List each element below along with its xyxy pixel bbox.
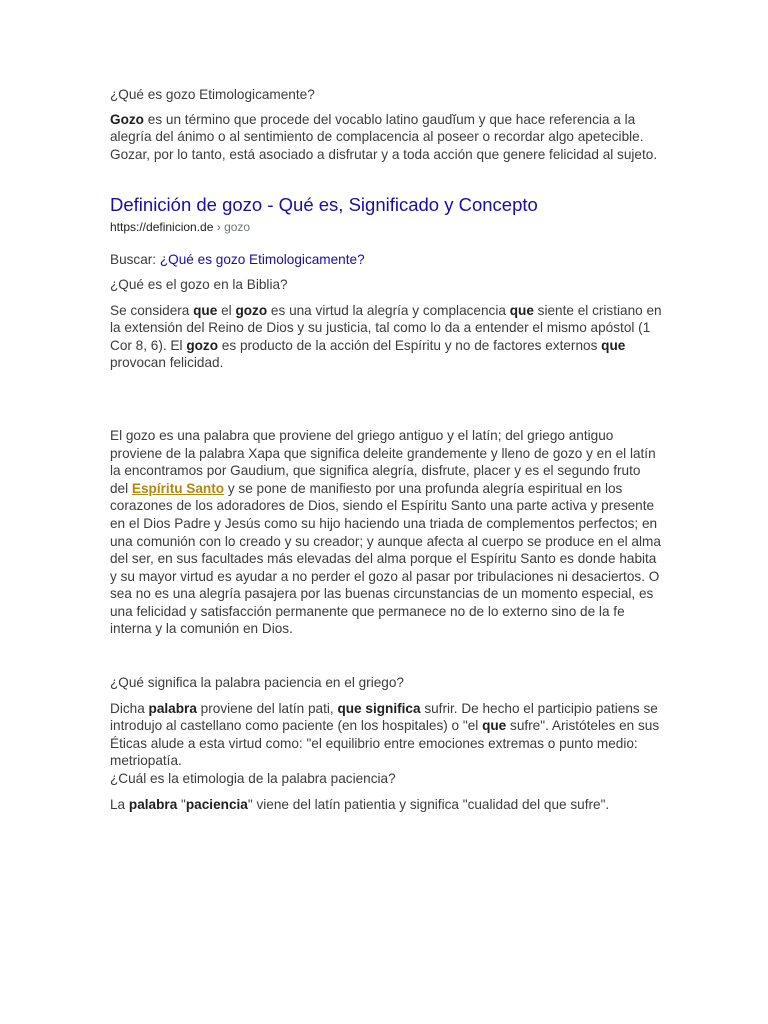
text-segment: sufre". Aristóteles en sus Éticas alude a esta virtud como: "el equilibrio entre emociones extremas o punto medio: metriopatía. <box>110 718 660 769</box>
bold-term: palabra <box>148 700 197 716</box>
answer-text: es un término que procede del vocablo latino gaudĭum y que hace referencia a la alegría del ánimo o al sentimiento de complacencia al poseer o recordar algo apetecible. Gozar, por lo tanto, está asociado a disfrutar y a toda acción que genere felicidad al sujeto. <box>110 111 658 162</box>
search-query-link[interactable]: ¿Qué es gozo Etimologicamente? <box>159 252 365 268</box>
text-segment: Se considera <box>110 302 194 318</box>
text-segment: siente el cristiano en la extensión del Reino de Dios y su justicia, tal como lo da a entender el mismo apóstol (1 Cor 8, 6). El <box>110 302 662 353</box>
search-row <box>110 251 662 269</box>
answer-bold-term: Gozo <box>110 111 144 127</box>
search-result-url <box>110 219 662 235</box>
text-segment: El gozo es una palabra que proviene del griego antiguo y el latín; del griego antiguo proviene de la palabra Xapa que significa deleite grandemente y lleno de gozo y en el latín la encontramos por Gaudium, que significa alegría, disfrute, placer y es el segundo fruto del <box>110 427 656 496</box>
question-etimologia-gozo: ¿Qué es gozo Etimologicamente? <box>110 87 315 102</box>
question-gozo-biblia: ¿Qué es el gozo en la Biblia? <box>110 276 288 292</box>
text-segment: proviene del latín pati, <box>196 700 338 716</box>
result-url-domain: https://definicion.de <box>110 220 214 235</box>
search-label: Buscar: <box>110 252 160 268</box>
bold-term: gozo <box>235 302 268 318</box>
bold-term: que <box>193 302 218 318</box>
text-segment: el <box>217 302 236 318</box>
text-segment: La <box>110 796 129 812</box>
text-segment: Dicha <box>110 700 149 716</box>
paragraph-gozo-origen <box>110 427 662 638</box>
bold-term: que <box>482 718 507 734</box>
question-etimologia-paciencia: ¿Cuál es la etimologia de la palabra paciencia? <box>110 771 396 787</box>
result-url-path: gozo <box>224 220 251 235</box>
espiritu-santo-link[interactable]: Espíritu Santo <box>131 480 225 496</box>
answer-etimologia-paciencia <box>110 796 662 814</box>
text-segment: es producto de la acción del Espíritu y no de factores externos <box>218 337 602 353</box>
breadcrumb-separator: › <box>213 220 225 235</box>
text-segment: provocan felicidad. <box>110 355 224 371</box>
answer-paciencia-griego <box>110 700 662 770</box>
bold-term: que significa <box>337 700 421 716</box>
bold-term: gozo <box>186 337 219 353</box>
text-segment: es una virtud la alegría y complacencia <box>267 302 510 318</box>
document-page <box>110 86 662 813</box>
search-result-title-link[interactable]: Definición de gozo - Qué es, Significado y Concepto <box>110 194 538 216</box>
answer-gozo-definition <box>110 111 662 164</box>
text-segment: " <box>177 796 186 812</box>
bold-term: que <box>601 337 626 353</box>
text-segment: y se pone de manifiesto por una profunda alegría espiritual en los corazones de los adoradores de Dios, siendo el Espíritu Santo una parte activa y presente en el Dios Padre y Jesús como su hijo haciendo una triada de complementos perfectos; en una comunión con lo creado y su creador; y aunque afecta al cuerpo se produce en el alma del ser, en sus facultades más elevadas del alma porque el Espíritu Santo es donde habita y su mayor virtud es ayudar a no perder el gozo al pasar por tribulaciones ni desaciertos. O sea no es una alegría pasajera por las buenas circunstancias de un momento especial, es una felicidad y satisfacción permanente que permanece no de lo externo sino de la fe interna y la comunión en Dios. <box>110 480 661 637</box>
answer-gozo-biblia <box>110 302 662 372</box>
bold-term: que <box>509 302 534 318</box>
bold-term: palabra <box>128 796 178 812</box>
bold-term: paciencia <box>185 796 248 812</box>
question-paciencia-griego: ¿Qué significa la palabra paciencia en el griego? <box>110 675 404 691</box>
text-segment: sufrir. De hecho el participio patiens se introdujo al castellano como paciente (en los hospitales) o "el <box>110 700 658 734</box>
text-segment: " viene del latín patientia y significa "cualidad del que sufre". <box>247 796 610 812</box>
